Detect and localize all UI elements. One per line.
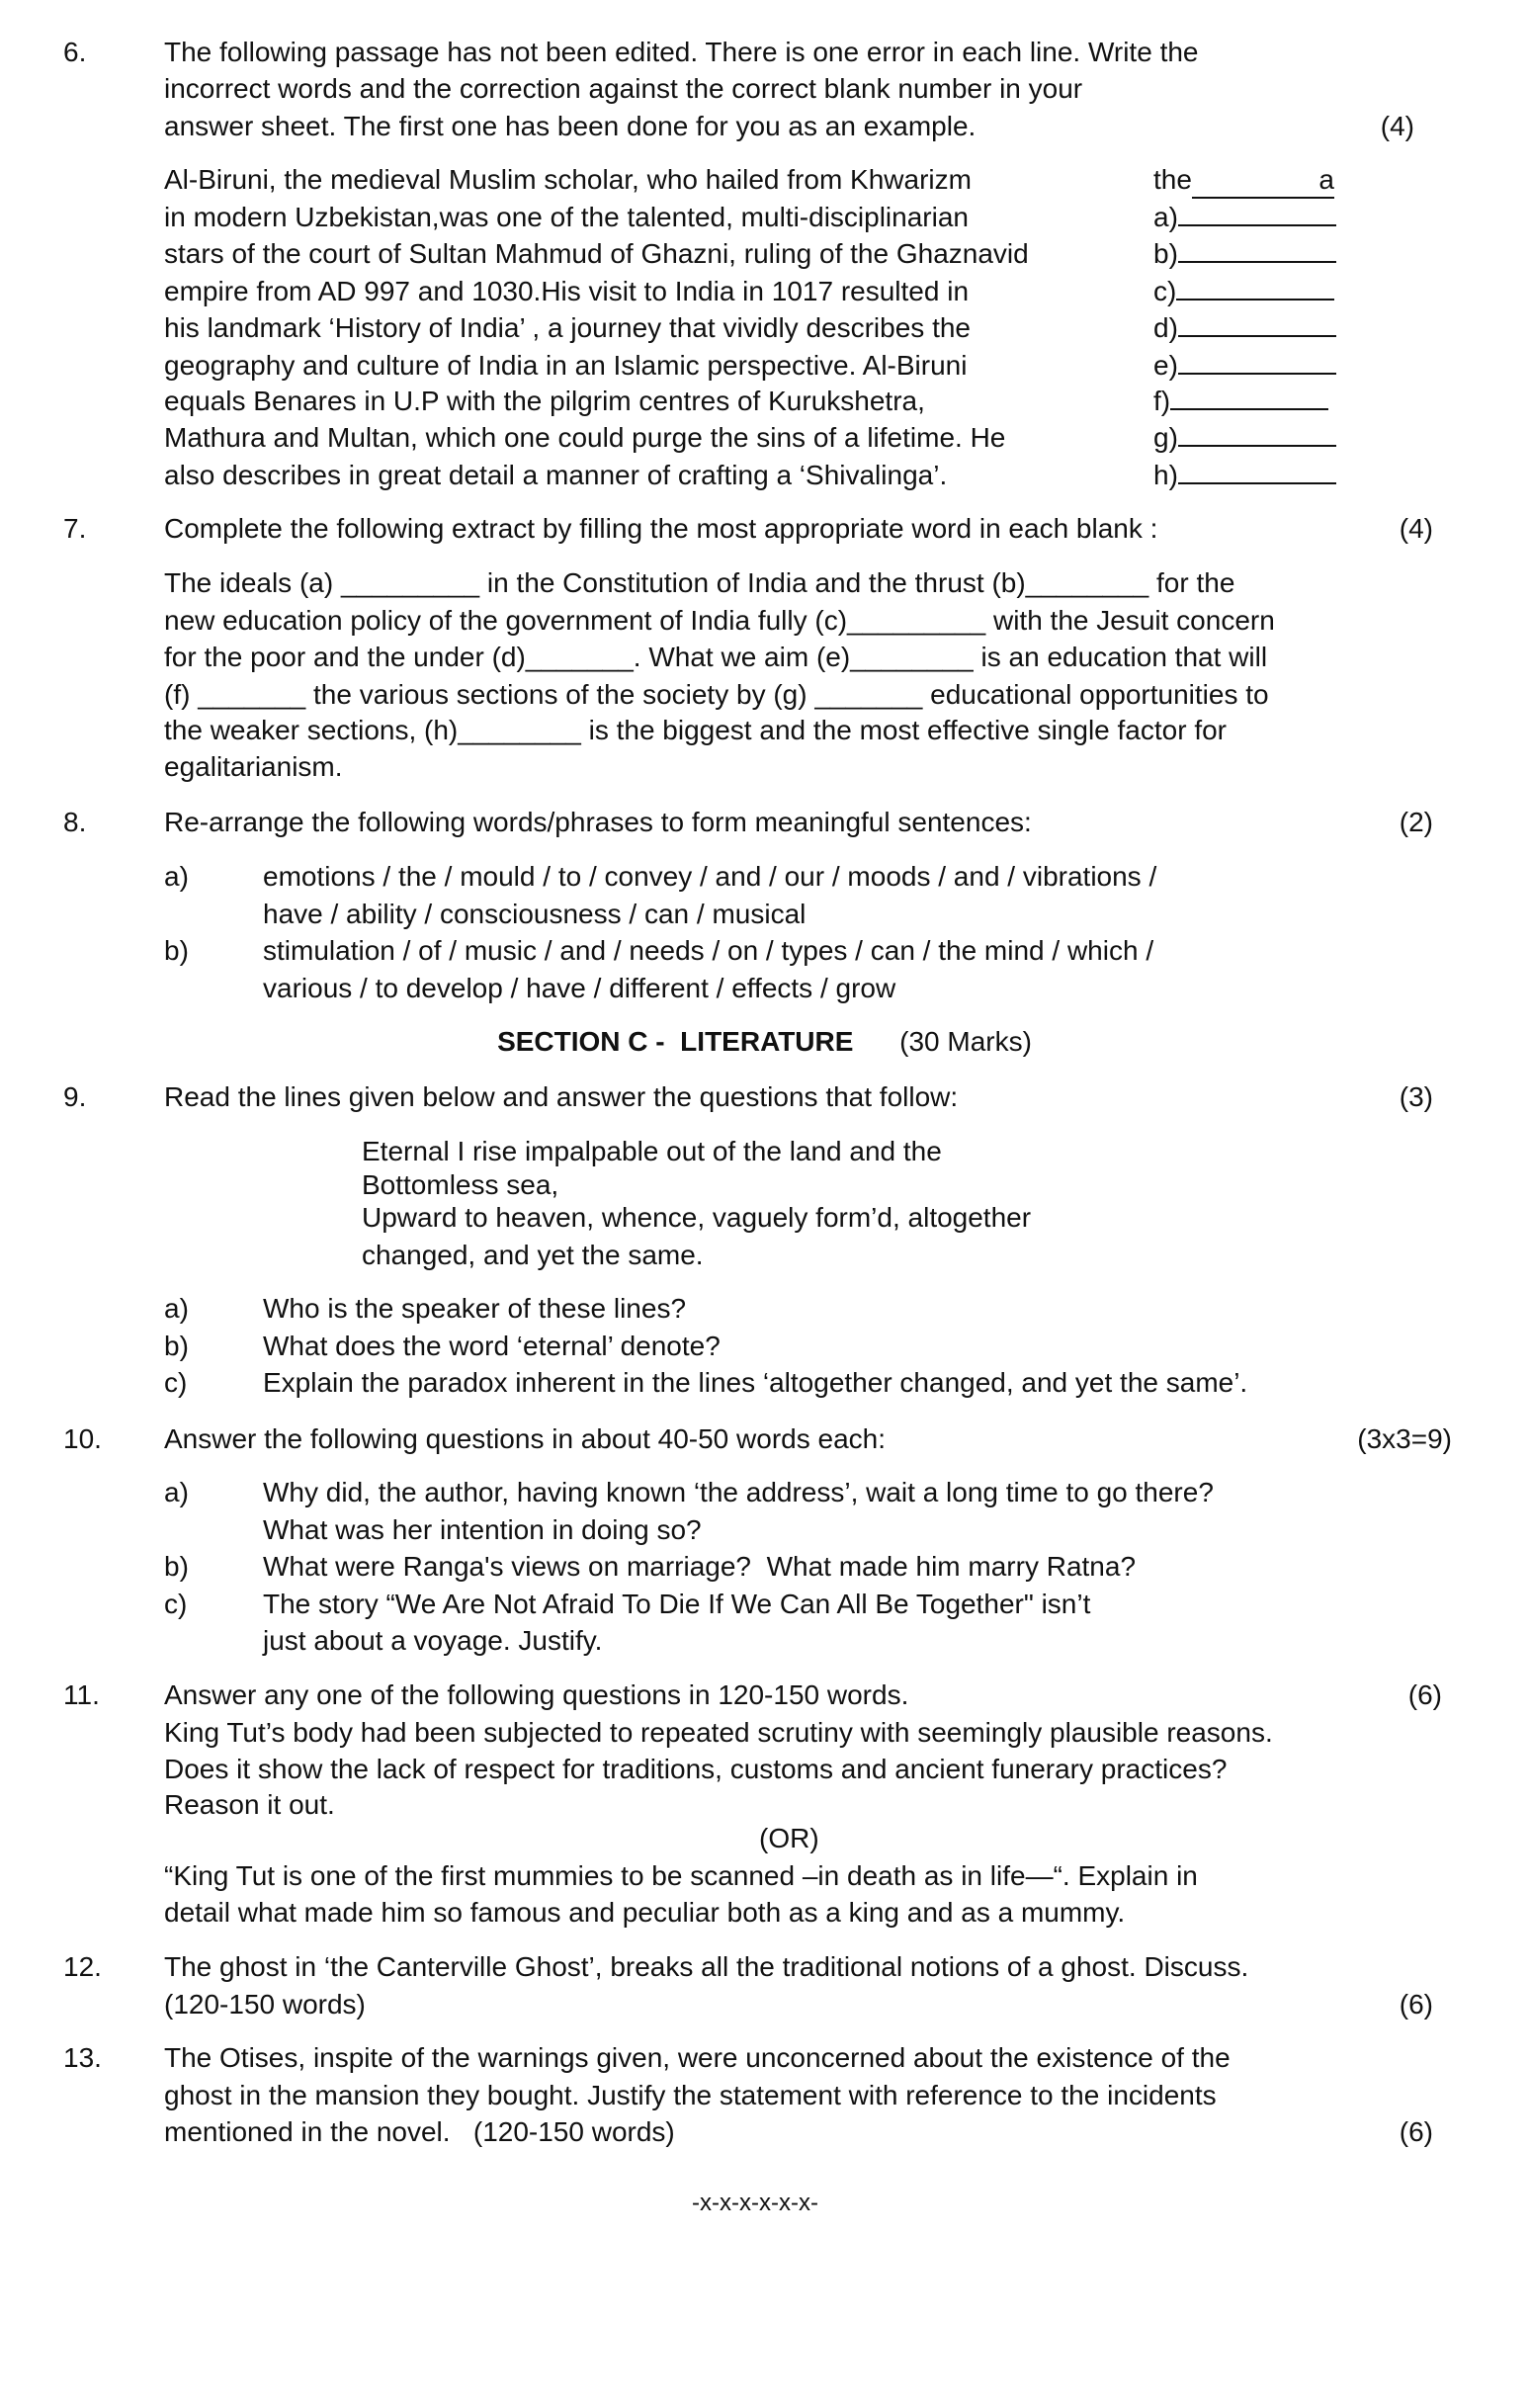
item-line: have / ability / consciousness / can / musical xyxy=(263,899,807,929)
item-label: a) xyxy=(164,861,189,892)
question-prompt: Read the lines given below and answer the questions that follow: xyxy=(164,1081,959,1112)
poem-line: changed, and yet the same. xyxy=(362,1240,704,1270)
blank-label: g) xyxy=(1153,422,1178,453)
question-line: “King Tut is one of the first mummies to be scanned –in death as in life—“. Explain in xyxy=(164,1860,1198,1891)
answer-blank[interactable] xyxy=(1153,275,1334,308)
paragraph-line: egalitarianism. xyxy=(164,751,343,782)
answer-blank[interactable] xyxy=(1153,237,1336,271)
section-marks: (30 Marks) xyxy=(899,1026,1032,1057)
passage-line: Mathura and Multan, which one could purge the sins of a lifetime. He xyxy=(164,422,1006,453)
answer-blank[interactable] xyxy=(1153,459,1336,492)
blank-label: e) xyxy=(1153,350,1178,381)
blank-line[interactable] xyxy=(1176,275,1334,301)
paragraph-line: new education policy of the government of India fully (c)_________ with the Jesuit concern xyxy=(164,605,1275,636)
marks: (2) xyxy=(1399,807,1433,837)
example-correct: a xyxy=(1192,163,1334,199)
item-label: a) xyxy=(164,1293,189,1324)
item-line: emotions / the / mould / to / convey / and / our / moods / and / vibrations / xyxy=(263,861,1157,892)
item-line: Why did, the author, having known ‘the address’, wait a long time to go there? xyxy=(263,1477,1214,1507)
marks: (3) xyxy=(1399,1081,1433,1112)
question-number: 7. xyxy=(63,513,87,544)
item-line: The story “We Are Not Afraid To Die If We Can All Be Together" isn’t xyxy=(263,1589,1091,1619)
marks: (6) xyxy=(1407,1679,1442,1710)
answer-blank[interactable] xyxy=(1153,385,1328,418)
blank-line[interactable] xyxy=(1170,385,1328,410)
question-number: 9. xyxy=(63,1081,87,1112)
blank-line[interactable] xyxy=(1178,201,1336,226)
question-line: Reason it out. xyxy=(164,1789,335,1820)
question-number: 12. xyxy=(63,1951,102,1982)
answer-blank[interactable] xyxy=(1153,311,1336,345)
passage-line: also describes in great detail a manner of crafting a ‘Shivalinga’. xyxy=(164,460,948,490)
item-text: What does the word ‘eternal’ denote? xyxy=(263,1331,721,1361)
question-line: The ghost in ‘the Canterville Ghost’, breaks all the traditional notions of a ghost. Discuss. xyxy=(164,1951,1249,1982)
poem-line: Eternal I rise impalpable out of the land and the xyxy=(362,1136,942,1166)
blank-line[interactable] xyxy=(1178,459,1336,484)
question-number: 13. xyxy=(63,2042,102,2073)
item-label: b) xyxy=(164,1551,189,1582)
blank-label: d) xyxy=(1153,312,1178,343)
marks: (6) xyxy=(1399,2116,1433,2147)
paragraph-line: for the poor and the under (d)_______. What we aim (e)________ is an education that will xyxy=(164,642,1268,672)
section-title: SECTION C - LITERATURE xyxy=(497,1026,854,1057)
marks: (6) xyxy=(1399,1989,1433,2020)
poem-line: Bottomless sea, xyxy=(362,1169,559,1200)
question-line: (120-150 words) xyxy=(164,1989,366,2020)
item-label: b) xyxy=(164,1331,189,1361)
question-prompt: Re-arrange the following words/phrases to form meaningful sentences: xyxy=(164,807,1032,837)
blank-label: b) xyxy=(1153,238,1178,269)
item-text: Explain the paradox inherent in the lines ‘altogether changed, and yet the same’. xyxy=(263,1367,1248,1398)
question-number: 10. xyxy=(63,1423,102,1454)
passage-line: Al-Biruni, the medieval Muslim scholar, who hailed from Khwarizm xyxy=(164,164,972,195)
question-number: 11. xyxy=(63,1679,100,1710)
question-line: King Tut’s body had been subjected to repeated scrutiny with seemingly plausible reasons. xyxy=(164,1717,1273,1748)
passage-line: equals Benares in U.P with the pilgrim centres of Kurukshetra, xyxy=(164,386,925,416)
blank-label: c) xyxy=(1153,276,1177,306)
blank-line[interactable] xyxy=(1178,237,1336,263)
item-label: b) xyxy=(164,935,189,966)
item-line: various / to develop / have / different / effects / grow xyxy=(263,973,896,1003)
blank-label: f) xyxy=(1153,386,1171,416)
answer-blank[interactable] xyxy=(1153,201,1336,234)
poem-line: Upward to heaven, whence, vaguely form’d, altogether xyxy=(362,1202,1032,1233)
spacer xyxy=(853,1026,899,1057)
question-prompt: Answer the following questions in about 40-50 words each: xyxy=(164,1423,886,1454)
marks: (3x3=9) xyxy=(1357,1423,1452,1454)
item-line: stimulation / of / music / and / needs / on / types / can / the mind / which / xyxy=(263,935,1154,966)
example-incorrect: the xyxy=(1153,164,1192,195)
question-line: detail what made him so famous and peculiar both as a king and as a mummy. xyxy=(164,1897,1126,1928)
blank-label: h) xyxy=(1153,460,1178,490)
item-text: Who is the speaker of these lines? xyxy=(263,1293,687,1324)
instruction-line: The following passage has not been edited. There is one error in each line. Write the xyxy=(164,37,1199,67)
passage-line: his landmark ‘History of India’ , a journey that vividly describes the xyxy=(164,312,971,343)
item-label: a) xyxy=(164,1477,189,1507)
question-number: 8. xyxy=(63,807,87,837)
marks: (4) xyxy=(1399,513,1433,544)
example-answer xyxy=(1153,163,1334,199)
question-line: The Otises, inspite of the warnings given, were unconcerned about the existence of the xyxy=(164,2042,1231,2073)
question-line: mentioned in the novel. (120-150 words) xyxy=(164,2116,675,2147)
paragraph-line: The ideals (a) _________ in the Constitution of India and the thrust (b)________ for the xyxy=(164,567,1235,598)
item-line: What was her intention in doing so? xyxy=(263,1514,702,1545)
question-line: ghost in the mansion they bought. Justify the statement with reference to the incidents xyxy=(164,2080,1217,2110)
passage-line: stars of the court of Sultan Mahmud of Ghazni, ruling of the Ghaznavid xyxy=(164,238,1029,269)
end-marker: -x-x-x-x-x-x- xyxy=(692,2190,818,2216)
question-line: Answer any one of the following questions in 120-150 words. xyxy=(164,1679,909,1710)
question-number: 6. xyxy=(63,37,87,67)
answer-blank[interactable] xyxy=(1153,421,1336,455)
answer-blank[interactable] xyxy=(1153,349,1336,383)
marks: (4) xyxy=(1380,111,1414,141)
passage-line: empire from AD 997 and 1030.His visit to India in 1017 resulted in xyxy=(164,276,970,306)
question-prompt: Complete the following extract by filling the most appropriate word in each blank : xyxy=(164,513,1158,544)
paragraph-line: (f) _______ the various sections of the society by (g) _______ educational opportunities to xyxy=(164,679,1269,710)
instruction-line: answer sheet. The first one has been done for you as an example. xyxy=(164,111,977,141)
question-line: Does it show the lack of respect for traditions, customs and ancient funerary practices? xyxy=(164,1754,1228,1784)
or-separator: (OR) xyxy=(759,1823,819,1853)
passage-line: in modern Uzbekistan,was one of the talented, multi-disciplinarian xyxy=(164,202,969,232)
item-label: c) xyxy=(164,1367,188,1398)
paragraph-line: the weaker sections, (h)________ is the biggest and the most effective single factor for xyxy=(164,715,1227,745)
blank-line[interactable] xyxy=(1178,311,1336,337)
blank-line[interactable] xyxy=(1178,349,1336,375)
item-label: c) xyxy=(164,1589,188,1619)
blank-line[interactable] xyxy=(1178,421,1336,447)
item-line: What were Ranga's views on marriage? What made him marry Ratna? xyxy=(263,1551,1137,1582)
section-heading xyxy=(0,1025,1529,1059)
item-line: just about a voyage. Justify. xyxy=(263,1625,603,1656)
instruction-line: incorrect words and the correction against the correct blank number in your xyxy=(164,73,1083,104)
passage-line: geography and culture of India in an Islamic perspective. Al-Biruni xyxy=(164,350,968,381)
blank-label: a) xyxy=(1153,202,1178,232)
